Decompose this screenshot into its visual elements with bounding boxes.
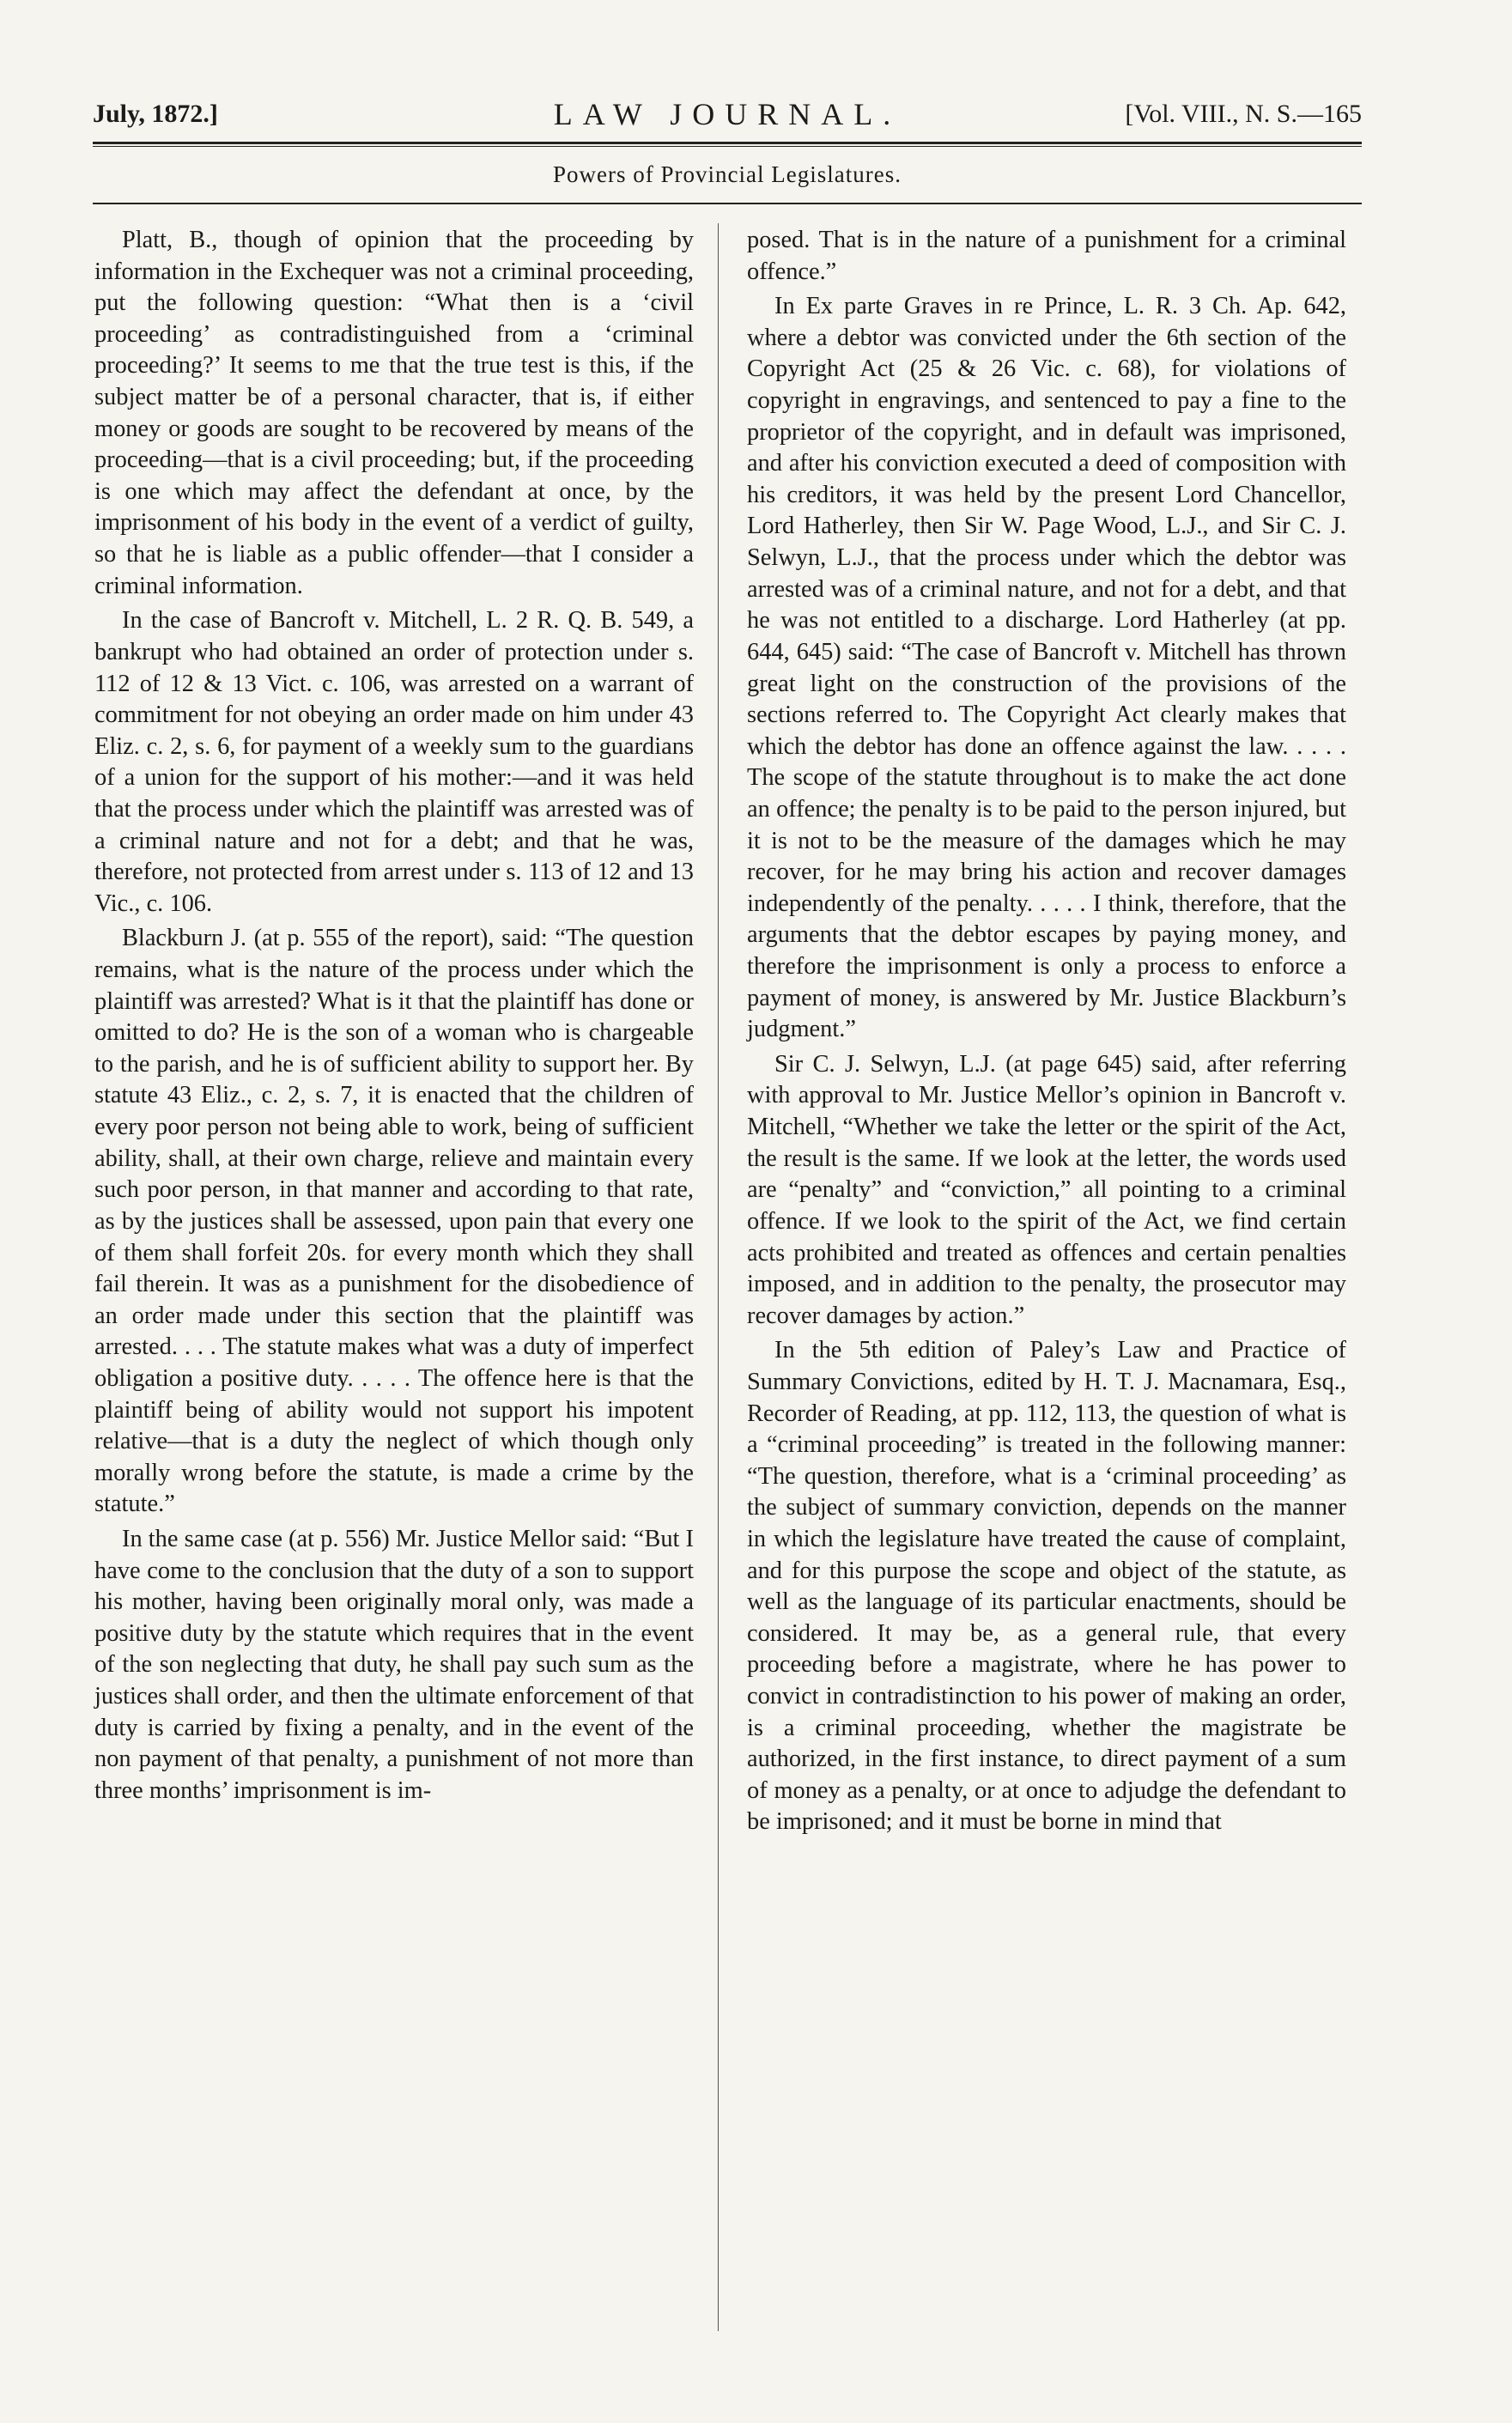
paragraph: In the case of Bancroft v. Mitchell, L. 2 R. Q. B. 549, a bankrupt who had obtained an order of protection under s. 112 of 12 & 13 Vict. c. 106, was arrested on a warrant of commitment for not obeying an order made on him under 43 Eliz. c. 2, s. 6, for payment of a weekly sum to the guardians of a union for the support of his mother:—and it was held that the process under which the plaintiff was arrested was of a criminal nature and not for a debt; and that he was, therefore, not protected from arrest under s. 113 of 12 and 13 Vic., c. 106.	[94, 607, 694, 917]
paragraph: In Ex parte Graves in re Prince, L. R. 3 Ch. Ap. 642, where a debtor was convicted under the 6th section of the Copyright Act (25 & 26 Vic. c. 68), for violations of copyright in engravings, and sentenced to pay a fine to the proprietor of the copyright, and in default was imprisoned, and after his conviction executed a deed of composition with his creditors, it was held by the present Lord Chancellor, Lord Hatherley, then Sir W. Page Wood, L.J., and Sir C. J. Selwyn, L.J., that the process under which the debtor was arrested was of a criminal nature, and not for a debt, and that he was not entitled to a discharge. Lord Hatherley (at pp. 644, 645) said: “The case of Bancroft v. Mitchell has thrown great light on the construction of the provisions of the sections referred to. The Copyright Act clearly makes that which the debtor has done an offence against the law. . . . . The scope of the statute throughout is to make the act done an offence; the penalty is to be paid to the person injured, but it is not to be the measure of the damages which he may recover, for he may bring his action and recover damages independently of the penalty. . . . . I think, therefore, that the arguments that the debtor escapes by paying money, and therefore the imprisonment is only a process to enforce a payment of money, is answered by Mr. Justice Blackburn’s judgment.”	[747, 293, 1346, 1043]
paragraph: Blackburn J. (at p. 555 of the report), said: “The question remains, what is the nature of the process under which the plaintiff was arrested? What is it that the plaintiff has done or omitted to do? He is the son of a woman who is chargeable to the parish, and he is of sufficient ability to support her. By statute 43 Eliz., c. 2, s. 7, it is enacted that the children of every poor person not being able to work, being of sufficient ability, shall, at their own charge, relieve and maintain every such poor person, in that manner and according to that rate, as by the justices shall be assessed, upon pain that every one of them shall forfeit 20s. for every month which they shall fail therein. It was as a punishment for the disobedience of an order made under this section that the plaintiff was arrested. . . . The statute makes what was a duty of imperfect obligation a positive duty. . . . . The offence here is that the plaintiff being of ability would not support his impotent relative—that is a duty the neglect of which though only morally wrong before the statute, is made a crime by the statute.”	[94, 925, 694, 1518]
paragraph: Platt, B., though of opinion that the proceeding by information in the Exchequer was not a criminal proceeding, put the following question: “What then is a ‘civil proceeding’ as contradistinguished from a ‘criminal proceeding?’ It seems to me that the true test is this, if the subject matter be of a personal character, that is, if either money or goods are sought to be recovered by means of the proceeding—that is a civil proceeding; but, if the proceeding is one which may affect the defendant at once, by the imprisonment of his body in the event of a verdict of guilty, so that he is liable as a public offender—that I consider a criminal information.	[94, 227, 694, 599]
column-divider	[718, 223, 719, 2331]
left-column	[94, 225, 694, 1810]
header-rule-thin	[93, 146, 1362, 147]
paragraph: Sir C. J. Selwyn, L.J. (at page 645) said, after referring with approval to Mr. Justice Mellor’s opinion in Bancroft v. Mitchell, “Whether we take the letter or the spirit of the Act, the result is the same. If we look at the letter, the words used are “penalty” and “conviction,” all pointing to a criminal offence. If we look to the spirit of the Act, we find certain acts prohibited and treated as offences and certain penalties imposed, and in addition to the penalty, the prosecutor may recover damages by action.”	[747, 1050, 1346, 1329]
paragraph: posed. That is in the nature of a punishment for a criminal offence.”	[747, 227, 1346, 285]
volume-page: [Vol. VIII., N. S.—165	[1125, 100, 1362, 128]
right-column	[747, 225, 1346, 1842]
paragraph: In the same case (at p. 556) Mr. Justice Mellor said: “But I have come to the conclusion that the duty of a son to support his mother, having been originally moral only, was made a positive duty by the statute which requires that in the event of the son neglecting that duty, he shall pay such sum as the justices shall order, and then the ultimate enforcement of that duty is carried by fixing a penalty, and in the event of the non payment of that penalty, a punishment of not more than three months’ imprisonment is im-	[94, 1525, 694, 1804]
paragraph: In the 5th edition of Paley’s Law and Practice of Summary Convictions, edited by H. T. J. Macnamara, Esq., Recorder of Reading, at pp. 112, 113, the question of what is a “criminal proceeding” is treated in the following manner: “The question, therefore, what is a ‘criminal proceeding’ as the subject of summary conviction, depends on the manner in which the legislature have treated the cause of complaint, and for this purpose the scope and object of the statute, as well as the language of its particular enactments, should be considered. It may be, as a general rule, that every proceeding before a magistrate, where he has power to convict in contradistinction to his power of making an order, is a criminal proceeding, whether the magistrate be authorized, in the first instance, to direct payment of a sum of money as a penalty, or at once to adjudge the defendant to be imprisoned; and it must be borne in mind that	[747, 1337, 1346, 1836]
issue-date: July, 1872.]	[93, 100, 218, 128]
section-title: Powers of Provincial Legislatures.	[553, 161, 902, 187]
section-rule	[93, 203, 1362, 204]
header-rule-thick	[93, 142, 1362, 144]
journal-title: LAW JOURNAL.	[553, 97, 902, 131]
running-header	[93, 93, 1362, 134]
